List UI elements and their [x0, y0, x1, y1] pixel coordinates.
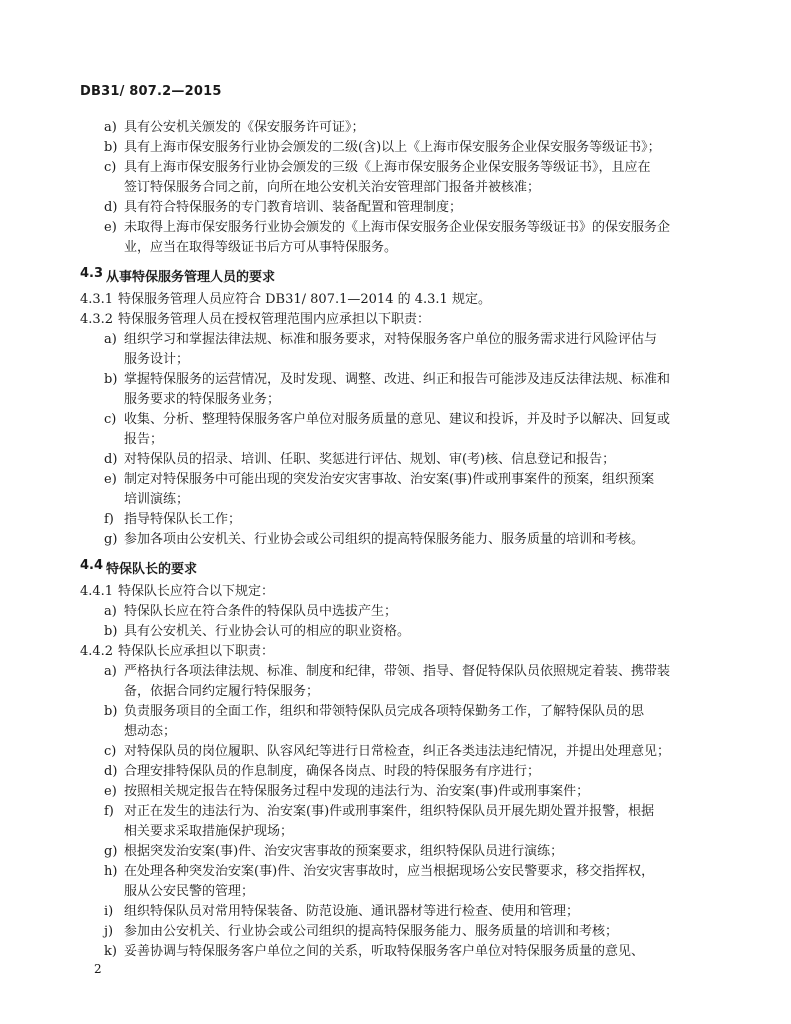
list-item-label: a) — [104, 604, 117, 619]
clause-text: 特保队长应符合以下规定： — [118, 584, 275, 599]
list-item-label: a) — [104, 332, 117, 347]
list-item-text: 根据突发治安案(事)件、治安灾害事故的预案要求，组织特保队员进行演练； — [124, 844, 564, 859]
list-item-label: h) — [104, 864, 118, 879]
list-item-label: d) — [104, 764, 118, 779]
clause-text: 特保队长应承担以下职责： — [118, 644, 275, 659]
list-item-label: i) — [104, 904, 114, 919]
list-item-text: 服务要求的特保服务业务； — [124, 392, 281, 407]
list-item-text: 组织特保队员对常用特保装备、防范设施、通讯器材等进行检查、使用和管理； — [124, 904, 580, 919]
clause-number: 4.4.1 — [80, 584, 114, 599]
list-item-text: 报告； — [124, 432, 164, 447]
clause-number: 4.3.1 — [80, 292, 114, 307]
list-item-text: 收集、分析、整理特保服务客户单位对服务质量的意见、建议和投诉，并及时予以解决、回复或 — [124, 412, 671, 427]
list-item-label: f) — [104, 512, 114, 527]
list-item-label: b) — [104, 140, 118, 155]
list-item-label: c) — [104, 160, 117, 175]
list-item-label: e) — [104, 220, 117, 235]
list-item-text: 参加各项由公安机关、行业协会或公司组织的提高特保服务能力、服务质量的培训和考核。 — [124, 532, 645, 547]
list-item-text: 对特保队员的招录、培训、任职、奖惩进行评估、规划、审(考)核、信息登记和报告； — [124, 452, 616, 467]
list-item-text: 按照相关规定报告在特保服务过程中发现的违法行为、治安案(事)件或刑事案件； — [124, 784, 590, 799]
list-item-label: a) — [104, 120, 117, 135]
list-item-label: e) — [104, 784, 117, 799]
clause-number: 4.3.2 — [80, 312, 114, 327]
list-item-text: 特保队长应在符合条件的特保队员中选拔产生； — [124, 604, 398, 619]
list-item-text: 签订特保服务合同之前，向所在地公安机关治安管理部门报备并被核准； — [124, 180, 541, 195]
list-item-text: 相关要求采取措施保护现场； — [124, 824, 294, 839]
list-item-text: 对特保队员的岗位履职、队容风纪等进行日常检查，纠正各类违法违纪情况，并提出处理意见； — [124, 744, 671, 759]
clause-text: 特保服务管理人员在授权管理范围内应承担以下职责： — [118, 312, 431, 327]
list-item-label: f) — [104, 804, 114, 819]
list-item-text: 妥善协调与特保服务客户单位之间的关系，听取特保服务客户单位对特保服务质量的意见、 — [124, 944, 645, 959]
list-item-label: d) — [104, 452, 118, 467]
list-item-label: k) — [104, 944, 117, 959]
list-item-label: g) — [104, 532, 118, 547]
section-heading: 从事特保服务管理人员的要求 — [106, 270, 276, 285]
list-item-text: 合理安排特保队员的作息制度，确保各岗点、时段的特保服务有序进行； — [124, 764, 541, 779]
section-number: 4.4 — [80, 558, 104, 573]
list-item-text: 服务设计； — [124, 352, 190, 367]
list-item-text: 对正在发生的违法行为、治安案(事)件或刑事案件，组织特保队员开展先期处置并报警，根据 — [124, 804, 655, 819]
list-item-label: b) — [104, 372, 118, 387]
list-item-label: g) — [104, 844, 118, 859]
list-item-text: 具有公安机关、行业协会认可的相应的职业资格。 — [124, 624, 411, 639]
list-item-label: c) — [104, 412, 117, 427]
list-item-text: 培训演练； — [124, 492, 190, 507]
list-item-text: 制定对特保服务中可能出现的突发治安灾害事故、治安案(事)件或刑事案件的预案，组织预案 — [124, 472, 655, 487]
section-number: 4.3 — [80, 266, 104, 281]
clause-number: 4.4.2 — [80, 644, 114, 659]
list-item-text: 掌握特保服务的运营情况，及时发现、调整、改进、纠正和报告可能涉及违反法律法规、标准和 — [124, 372, 671, 387]
section-heading: 特保队长的要求 — [106, 562, 198, 577]
list-item-text: 指导特保队长工作； — [124, 512, 242, 527]
list-item-label: a) — [104, 664, 117, 679]
list-item-label: e) — [104, 472, 117, 487]
list-item-text: 严格执行各项法律法规、标准、制度和纪律，带领、指导、督促特保队员依照规定着装、携带装 — [124, 664, 671, 679]
list-item-text: 未取得上海市保安服务行业协会颁发的《上海市保安服务企业保安服务等级证书》的保安服务企 — [124, 220, 671, 235]
list-item-text: 业，应当在取得等级证书后方可从事特保服务。 — [124, 240, 398, 255]
list-item-label: c) — [104, 744, 117, 759]
list-item-text: 具有公安机关颁发的《保安服务许可证》； — [124, 120, 365, 135]
page-number: 2 — [94, 962, 102, 976]
list-item-text: 具有上海市保安服务行业协会颁发的三级《上海市保安服务企业保安服务等级证书》，且应在 — [124, 160, 651, 175]
list-item-label: b) — [104, 704, 118, 719]
list-item-label: j) — [104, 924, 114, 939]
list-item-text: 在处理各种突发治安案(事)件、治安灾害事故时，应当根据现场公安民警要求，移交指挥权， — [124, 864, 655, 879]
list-item-text: 负责服务项目的全面工作，组织和带领特保队员完成各项特保勤务工作，了解特保队员的思 — [124, 704, 645, 719]
list-item-label: d) — [104, 200, 118, 215]
list-item-text: 组织学习和掌握法律法规、标准和服务要求，对特保服务客户单位的服务需求进行风险评估与 — [124, 332, 658, 347]
list-item-text: 服从公安民警的管理； — [124, 884, 255, 899]
document-code-header: DB31/ 807.2—2015 — [80, 84, 222, 99]
list-item-text: 想动态； — [124, 724, 177, 739]
list-item-text: 具有符合特保服务的专门教育培训、装备配置和管理制度； — [124, 200, 463, 215]
list-item-label: b) — [104, 624, 118, 639]
clause-text: 特保服务管理人员应符合 DB31/ 807.1—2014 的 4.3.1 规定。 — [118, 292, 491, 307]
list-item-text: 参加由公安机关、行业协会或公司组织的提高特保服务能力、服务质量的培训和考核； — [124, 924, 619, 939]
list-item-text: 具有上海市保安服务行业协会颁发的二级(含)以上《上海市保安服务企业保安服务等级证书》； — [124, 140, 661, 155]
list-item-text: 备，依据合同约定履行特保服务； — [124, 684, 320, 699]
